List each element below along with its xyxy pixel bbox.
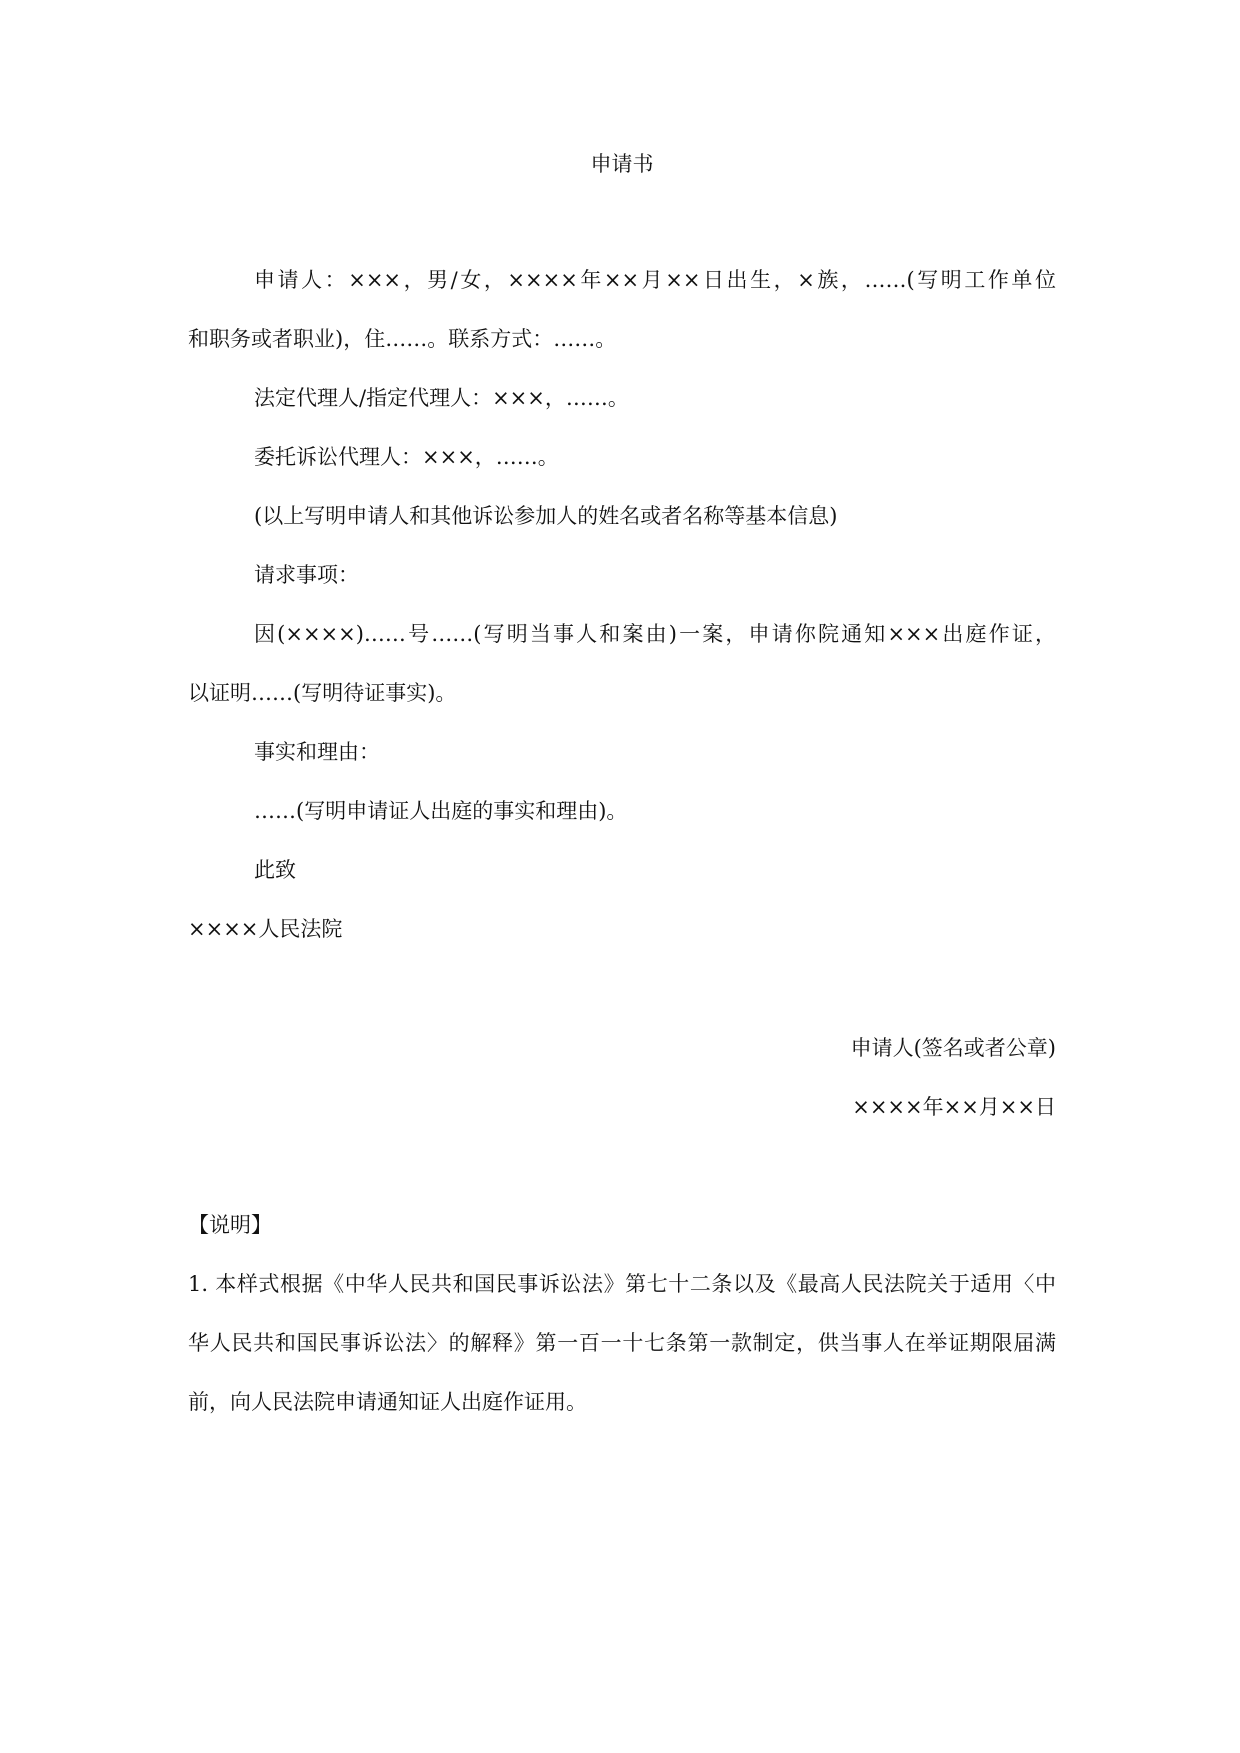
- notes-item-1-line-3: 前，向人民法院申请通知证人出庭作证用。: [188, 1390, 587, 1414]
- document-title: 申请书: [590, 152, 654, 176]
- legal-representative-line: 法定代理人/指定代理人：×××，……。: [254, 386, 629, 410]
- date-line: ××××年××月××日: [852, 1095, 1056, 1119]
- notes-heading: 【说明】: [188, 1213, 272, 1237]
- party-note-line: (以上写明申请人和其他诉讼参加人的姓名或者名称等基本信息): [254, 504, 838, 528]
- signature-line: 申请人(签名或者公章): [850, 1036, 1056, 1060]
- facts-body: ……(写明申请证人出庭的事实和理由)。: [254, 799, 628, 823]
- applicant-line-1: 申请人：×××，男/女，××××年××月××日出生，×族，……(写明工作单位: [254, 268, 1056, 292]
- salutation: 此致: [254, 858, 296, 882]
- notes-item-1-line-2: 华人民共和国民事诉讼法〉的解释》第一百一十七条第一款制定，供当事人在举证期限届满: [188, 1331, 1056, 1355]
- notes-item-1-line-1: 1. 本样式根据《中华人民共和国民事诉讼法》第七十二条以及《最高人民法院关于适用〈中: [188, 1272, 1056, 1296]
- applicant-line-2: 和职务或者职业)，住……。联系方式：……。: [188, 327, 617, 351]
- request-line-1: 因(××××)……号……(写明当事人和案由)一案，申请你院通知×××出庭作证，: [254, 622, 1056, 646]
- court-name: ××××人民法院: [188, 917, 343, 941]
- request-heading: 请求事项：: [254, 563, 359, 587]
- agent-line: 委托诉讼代理人：×××，……。: [254, 445, 559, 469]
- facts-heading: 事实和理由：: [254, 740, 380, 764]
- request-line-2: 以证明……(写明待证事实)。: [188, 681, 457, 705]
